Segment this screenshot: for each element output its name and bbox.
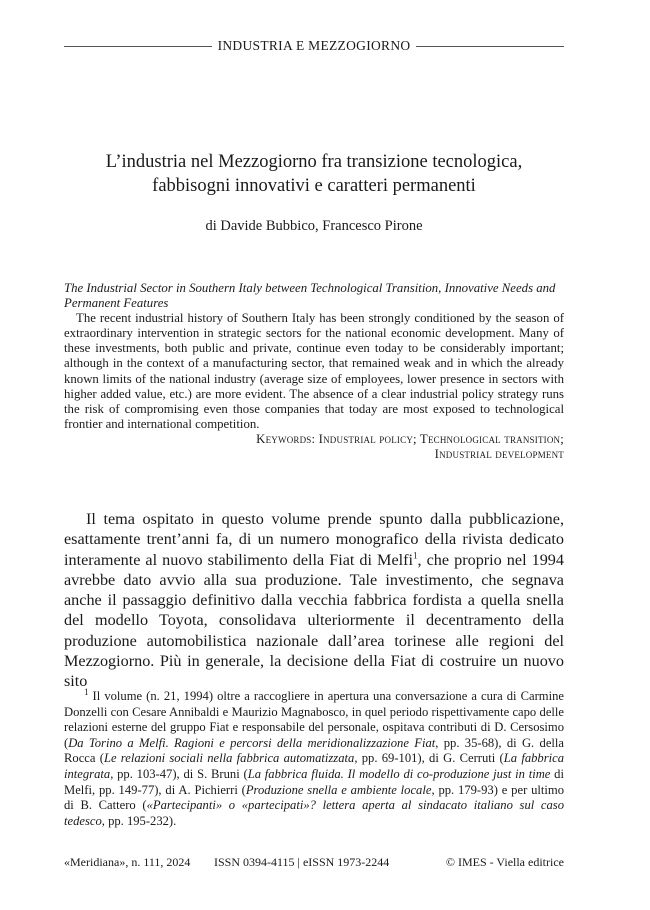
footnote-ref[interactable]: 1 (413, 550, 418, 561)
footnote-text: di Melfi, pp. 149-77), di A. Pichierri ( (64, 766, 564, 797)
keywords-line-1: Keywords: Industrial policy; Technological transition; (256, 431, 564, 446)
footnote-text: , pp. 35-68), di G. della Rocca ( (64, 735, 565, 766)
footnote-text: , pp. 179-93) e per ultimo di B. Cattero ( (64, 782, 564, 813)
footer-publisher: © IMES - Viella editrice (445, 855, 564, 869)
footer-journal: «Meridiana», n. 111, 2024 (64, 855, 191, 869)
abstract-text: The recent industrial history of Southern Italy has been strongly conditioned by the season of extraordinary intervention in strategic sectors for the national economic development. Many of these investments, both public and private, continue even today to be considerably important; although in the context of a manufacturing sector, that remained weak and in which the already known limits of the national industry (average size of employees, lower presence in sectors with higher added value, etc.) are more evident. The absence of a clear industrial policy strategy runs the risk of compromising even those companies that today are most exposed to technological frontier and international competition. (64, 311, 564, 431)
footnote-title: La fabbrica fluida. Il modello di co-produzione just in time (247, 766, 551, 781)
running-head-text: INDUSTRIA E MEZZOGIORNO (217, 38, 411, 53)
footnote-text: , pp. 69-101), di G. Cerruti ( (354, 751, 504, 766)
body-text-b: , che proprio nel 1994 avrebbe dato avvio alla sua produzione. Tale investimento, che segnava anche il passaggio definitivo dalla vecchia fabbrica fordista a quella snella del modello Toyota, consolidava ulteriormente il decentramento della produzione automobilistica nazionale dall’area torinese alle regioni del Mezzogiorno. Più in generale, la decisione della Fiat di costruire un nuovo sito (64, 550, 564, 691)
footnote-text: Il volume (n. 21, 1994) oltre a raccogliere in apertura una conversazione a cura di Carmine Donzelli con Cesare Annibaldi e Maurizio Magnabosco, in quel periodo rispettivamente capo delle relazioni esterne del gruppo Fiat e responsabile del personale, ospitava contributi di D. Cersosimo ( (64, 689, 564, 750)
footnote-title: La fabbrica integrata (64, 751, 564, 781)
article-title-line-1: L’industria nel Mezzogiorno fra transizione tecnologica, (105, 152, 523, 172)
abstract-title: The Industrial Sector in Southern Italy between Technological Transition, Innovative Needs and Permanent Features (64, 281, 556, 311)
footnote-title: Produzione snella e ambiente locale (245, 782, 432, 797)
footnote-text: , pp. 195-232). (101, 813, 177, 828)
footnote-text: , pp. 103-47), di S. Bruni ( (110, 766, 248, 781)
article-authors: di Davide Bubbico, Francesco Pirone (205, 218, 423, 234)
abstract (64, 281, 564, 462)
footnote (64, 686, 565, 829)
running-head-rule-left (64, 46, 212, 47)
footnote-title: Da Torino a Melfi. Ragioni e percorsi della meridionalizzazione Fiat (68, 735, 436, 750)
article-title-line-2: fabbisogni innovativi e caratteri permanenti (152, 176, 476, 196)
body-paragraph (64, 509, 564, 692)
article-title (64, 150, 564, 198)
running-head-rule-right (416, 46, 564, 47)
footnote-title: «Partecipanti» o «partecipati»? lettera aperta al sindacato italiano sul caso tedesco (64, 798, 565, 828)
body-text-a: Il tema ospitato in questo volume prende spunto dalla pubblicazione, esattamente trent’anni fa, di un numero monografico della rivista dedicato interamente al nuovo stabilimento della Fiat di Melfi (64, 510, 564, 569)
footer-issn: ISSN 0394-4115 | eISSN 1973-2244 (214, 855, 390, 869)
keywords-line-2: Industrial development (434, 447, 564, 462)
footnote-number: 1 (84, 686, 89, 697)
running-head (64, 36, 564, 56)
page-footer (64, 855, 564, 871)
footnote-title: Le relazioni sociali nella fabbrica automatizzata (103, 751, 355, 766)
